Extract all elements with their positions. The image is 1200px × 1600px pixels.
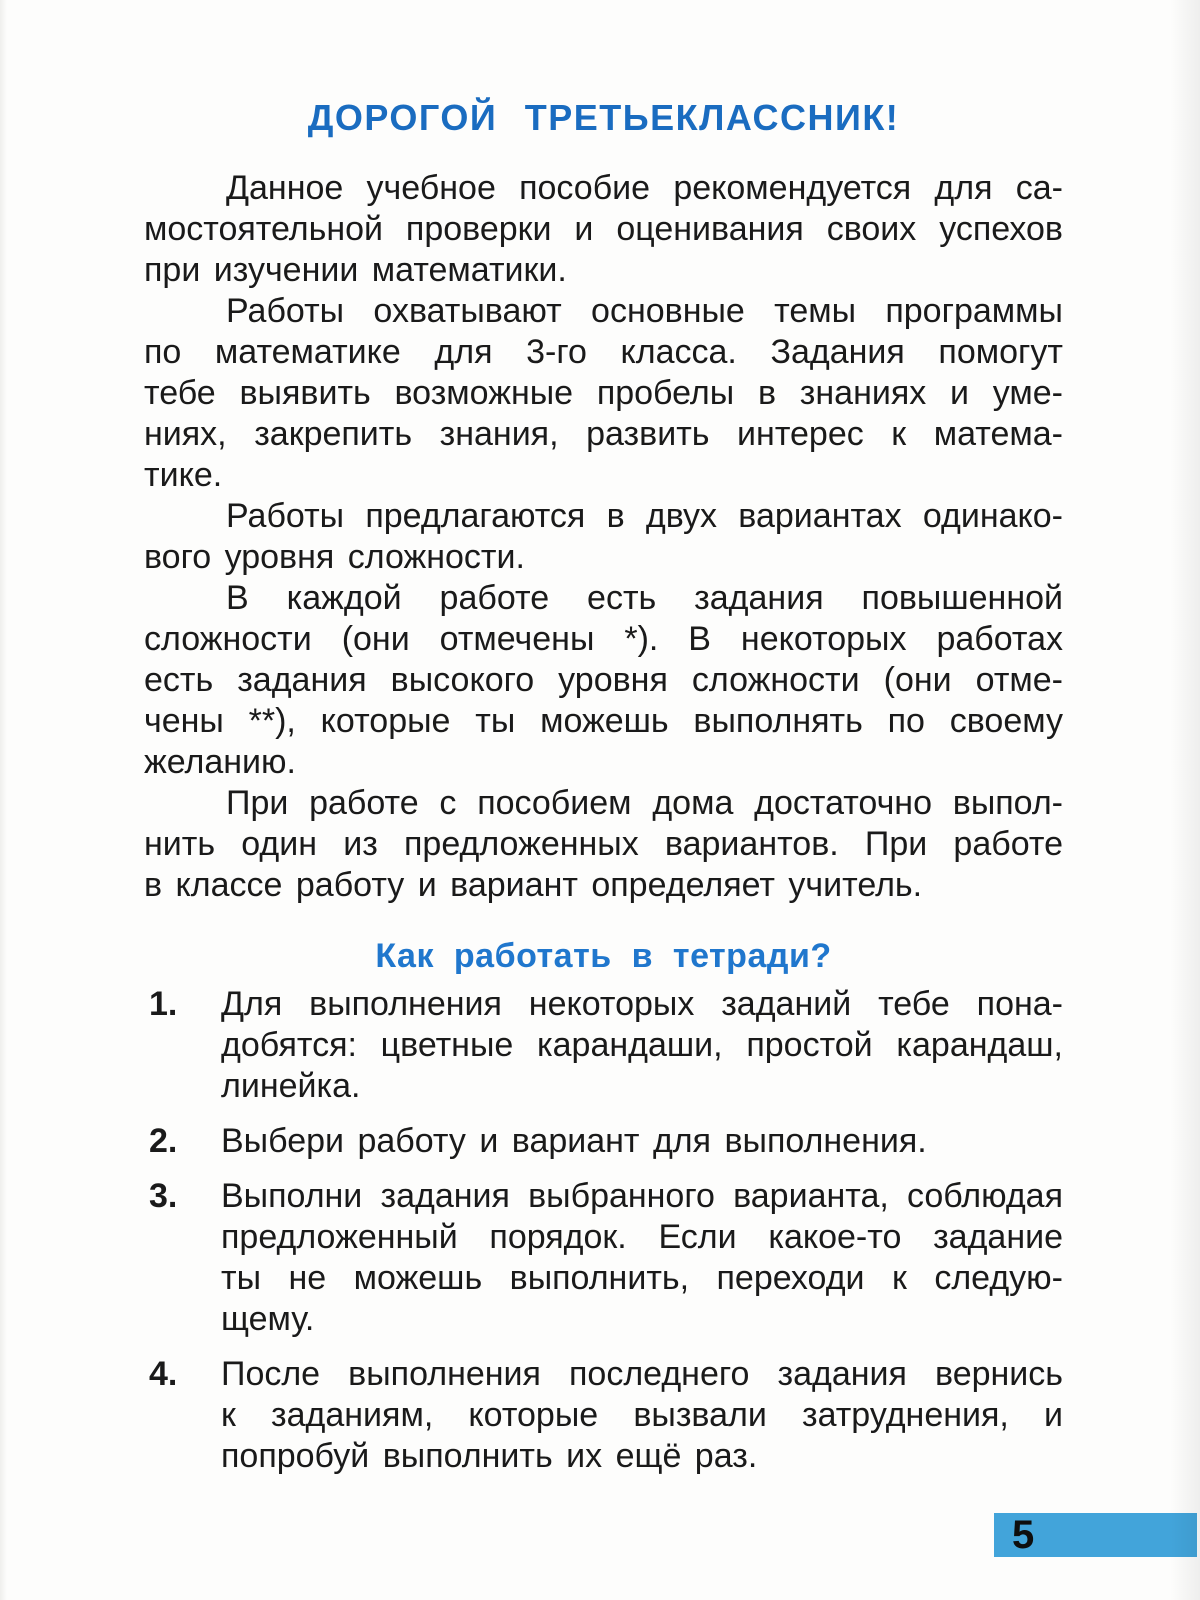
text-line: вого уровня сложности. [144,538,525,576]
paragraph [144,783,1063,906]
text-line: Работы охватывают основные темы программы [226,292,1063,330]
item-number: 3. [149,1177,178,1215]
text-line: щему. [221,1300,315,1338]
text-line: предложенный порядок. Если какое-то задание [221,1218,1063,1256]
text-line: Выполни задания выбранного варианта, соблюдая [221,1177,1063,1215]
paragraph [144,578,1063,783]
page-title: ДОРОГОЙ ТРЕТЬЕКЛАССНИК! [307,97,900,138]
text-line: попробуй выполнить их ещё раз. [221,1437,758,1475]
paragraph [144,291,1063,496]
text-line: чены **), которые ты можешь выполнять по своему [144,702,1063,740]
list-item-4 [144,1354,1063,1477]
page-number: 5 [1012,1513,1035,1557]
item-number: 4. [149,1355,178,1393]
instruction-list [144,984,1063,1477]
intro-paragraphs [144,168,1063,906]
text-line: линейка. [221,1067,361,1105]
item-number: 1. [149,985,178,1023]
text-line: При работе с пособием дома достаточно выпол- [226,784,1063,822]
text-line: После выполнения последнего задания вернись [221,1355,1063,1393]
text-line: ниях, закрепить знания, развить интерес к матема- [144,415,1063,453]
text-line: мостоятельной проверки и оценивания своих успехов [144,210,1063,248]
list-item-3 [144,1176,1063,1340]
text-line: в классе работу и вариант определяет учитель. [144,866,923,904]
item-number: 2. [149,1122,178,1160]
text-line: добятся: цветные карандаши, простой карандаш, [221,1026,1063,1064]
text-line: по математике для 3-го класса. Задания помогут [144,333,1063,371]
text-line: Работы предлагаются в двух вариантах одинако- [226,497,1063,535]
text-line: Данное учебное пособие рекомендуется для са- [226,169,1063,207]
section-title: Как работать в тетради? [375,937,832,975]
list-item-1 [144,984,1063,1107]
text-line: Выбери работу и вариант для выполнения. [221,1122,927,1160]
text-line: ты не можешь выполнить, переходи к следую- [221,1259,1063,1297]
text-line: есть задания высокого уровня сложности (они отме- [144,661,1063,699]
text-line: желанию. [144,743,296,781]
text-line: при изучении математики. [144,251,567,289]
list-item-2 [144,1121,1063,1162]
paragraph [144,168,1063,291]
paragraph [144,496,1063,578]
text-line: Для выполнения некоторых заданий тебе пона- [221,985,1063,1023]
text-line: нить один из предложенных вариантов. При работе [144,825,1063,863]
text-line: тике. [144,456,223,494]
text-line: к заданиям, которые вызвали затруднения, и [221,1396,1063,1434]
text-line: сложности (они отмечены *). В некоторых работах [144,620,1063,658]
page-number-badge [994,1513,1197,1557]
page-content [144,0,1063,1491]
text-line: тебе выявить возможные пробелы в знаниях и уме- [144,374,1063,412]
text-line: В каждой работе есть задания повышенной [226,579,1063,617]
